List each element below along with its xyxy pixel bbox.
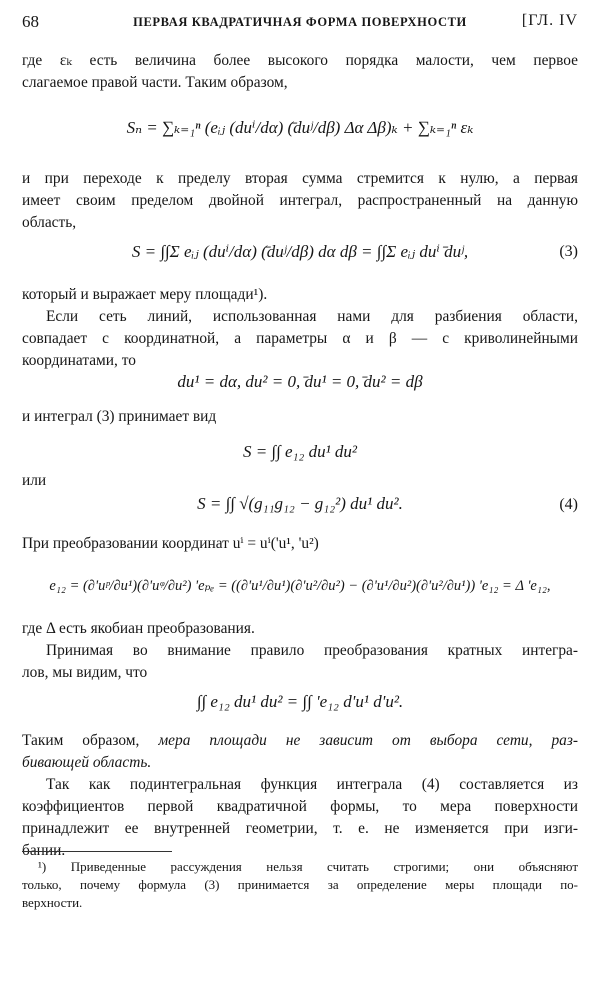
text-line: лов, мы видим, что <box>22 664 148 681</box>
paragraph-4-cont <box>22 328 578 372</box>
footnote-line: ¹) Приведенные рассуждения нельзя считать строгими; они объясняют <box>38 859 578 874</box>
page-number: 68 <box>22 12 39 31</box>
text-line: коэффициентов первой квадратичной формы, то мера поверхности <box>22 798 578 815</box>
text-line: область, <box>22 214 77 231</box>
paragraph-7 <box>22 533 578 555</box>
equation-area-integral <box>22 230 578 282</box>
equation-text: S = ∫∫Σ eᵢⱼ (duⁱ/dα) (̄duʲ/dβ) dα dβ = ∫∫Σ eᵢⱼ duⁱ ̄duʲ, <box>131 242 469 261</box>
text-line: где εₖ есть величина более высокого порядка малости, чем первое <box>22 52 578 69</box>
equation-text: Sₙ = ∑ₖ₌₁ⁿ (eᵢⱼ (duⁱ/dα) (̄duʲ/dβ) Δα Δβ)ₖ + ∑ₖ₌₁ⁿ εₖ <box>126 118 474 137</box>
paragraph-11-cont <box>22 796 578 862</box>
text-line-italic: бивающей область. <box>22 754 152 771</box>
chapter-label: [ГЛ. IV <box>521 12 578 29</box>
footnote-line: только, почему формула (3) принимается за определение меры площади по- <box>22 877 578 892</box>
paragraph-10 <box>22 730 578 774</box>
text-line: и при переходе к пределу вторая сумма стремится к нулю, а первая <box>22 170 578 187</box>
paragraph-3 <box>22 284 578 306</box>
running-header <box>22 12 578 36</box>
text-line: слагаемое правой части. Таким образом, <box>22 74 288 91</box>
paragraph-9 <box>22 640 578 662</box>
text-line: Так как подинтегральная функция интеграла (4) составляется из <box>46 776 578 793</box>
equation-text: ∫∫ e₁₂ du¹ du² = ∫∫ 'e₁₂ d'u¹ d'u². <box>196 692 404 711</box>
equation-number-3: (3) <box>559 243 578 260</box>
equation-text: e₁₂ = (∂'uᵖ/∂u¹)(∂'uᵠ/∂u²) 'eₚₑ = ((∂'u¹/∂u¹)(∂'u²/∂u²) − (∂'u¹/∂u²)(∂'u²/∂u¹)) 'e₁₂ = Δ 'e₁₂, <box>49 578 551 594</box>
text-line: координатами, то <box>22 352 136 369</box>
equation-transformation <box>22 568 578 594</box>
paragraph-5 <box>22 406 578 428</box>
text-line: принадлежит ее внутренней геометрии, т. е. не изменяется при изги- <box>22 820 578 837</box>
text-line: Если сеть линий, использованная нами для разбиения области, <box>46 308 578 325</box>
equation-text: S = ∫∫ √(g₁₁g₁₂ − g₁₂²) du¹ du². <box>197 494 403 513</box>
text-line: Принимая во внимание правило преобразования кратных интегра- <box>46 642 578 659</box>
footnote-rule <box>22 851 172 852</box>
paragraph-11 <box>22 774 578 796</box>
paragraph-8 <box>22 618 578 640</box>
text-line <box>22 730 578 752</box>
text-line: имеет своим пределом двойной интеграл, распространенный на данную <box>22 192 578 209</box>
paragraph-2 <box>22 168 578 234</box>
text-normal: Таким образом, <box>22 732 140 749</box>
footnote-line: верхности. <box>22 895 83 910</box>
equation-differentials <box>22 372 578 392</box>
paragraph-1 <box>22 50 578 94</box>
text-line: и интеграл (3) принимает вид <box>22 408 217 425</box>
text-line: где Δ есть якобиан преобразования. <box>22 620 255 637</box>
equation-area-metric <box>22 494 578 514</box>
text-line: При преобразовании координат uⁱ = uⁱ('u¹, 'u²) <box>22 535 319 552</box>
equation-sum <box>22 98 578 160</box>
equation-invariance <box>22 692 578 712</box>
text-line: который и выражает меру площади¹). <box>22 286 268 303</box>
text-line: или <box>22 472 47 489</box>
footnote <box>22 858 578 912</box>
equation-text: du¹ = dα, du² = 0, ̄du¹ = 0, ̄du² = dβ <box>177 372 423 391</box>
paragraph-9-cont <box>22 662 578 684</box>
text-line: бании. <box>22 842 66 859</box>
equation-number-4: (4) <box>559 496 578 513</box>
text-line: совпадает с координатной, а параметры α и β — с криволинейными <box>22 330 578 347</box>
paragraph-4 <box>22 306 578 328</box>
paragraph-6 <box>22 470 578 492</box>
equation-text: S = ∫∫ e₁₂ du¹ du² <box>242 442 358 461</box>
text-italic: мера площади не зависит от выбора сети, раз- <box>158 732 578 749</box>
running-title: ПЕРВАЯ КВАДРАТИЧНАЯ ФОРМА ПОВЕРХНОСТИ <box>133 15 467 29</box>
equation-area-simple <box>22 442 578 462</box>
